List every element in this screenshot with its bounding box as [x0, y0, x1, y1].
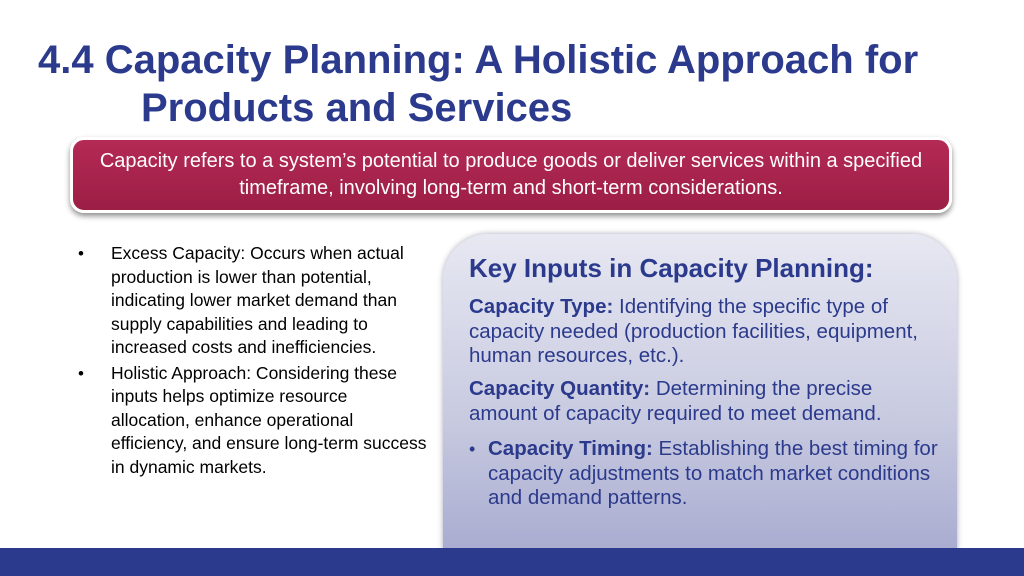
- bullet-text: Excess Capacity: Occurs when actual production is lower than potential, indicating lower market demand than supply capabilities and leading to increased costs and inefficiencies.: [111, 243, 404, 357]
- slide-title: [38, 36, 998, 132]
- bullet-marker: •: [78, 363, 84, 383]
- key-input-label: Capacity Timing:: [488, 437, 653, 460]
- key-input-text: Determining the precise amount of capacity required to meet demand.: [469, 377, 882, 425]
- bullet-list: [78, 242, 428, 481]
- bullet-marker: •: [469, 439, 476, 459]
- key-input-label: Capacity Quantity:: [469, 377, 651, 400]
- slide-title-line-2: Products and Services: [141, 86, 573, 130]
- key-inputs-heading: Key Inputs in Capacity Planning:: [469, 253, 874, 283]
- bullet-item-holistic-approach: [78, 362, 428, 480]
- key-input-body: [469, 437, 939, 511]
- bullet-marker: •: [78, 244, 84, 263]
- key-input-capacity-type: [469, 295, 939, 369]
- definition-banner-text: Capacity refers to a system’s potential to produce goods or deliver services within a specified timeframe, involving long-term and short-term considerations.: [99, 150, 923, 199]
- definition-banner: [70, 137, 952, 213]
- bullet-item-excess-capacity: [78, 242, 428, 360]
- key-input-capacity-quantity: [469, 377, 939, 426]
- key-inputs-panel: [443, 234, 957, 550]
- key-input-label: Capacity Type:: [469, 295, 614, 318]
- bullet-text: Holistic Approach: Considering these inputs helps optimize resource allocation, enhance operational efficiency, and ensure long-term success in dynamic markets.: [111, 362, 427, 477]
- slide-title-line-1: 4.4 Capacity Planning: A Holistic Approach for: [38, 38, 919, 82]
- key-input-capacity-timing: [469, 437, 939, 511]
- key-input-text: Establishing the best timing for capacity adjustments to match market conditions and demand patterns.: [488, 437, 938, 509]
- footer-bar: [0, 548, 1024, 576]
- key-input-text: Identifying the specific type of capacity needed (production facilities, equipment, human resources, etc.).: [469, 295, 918, 367]
